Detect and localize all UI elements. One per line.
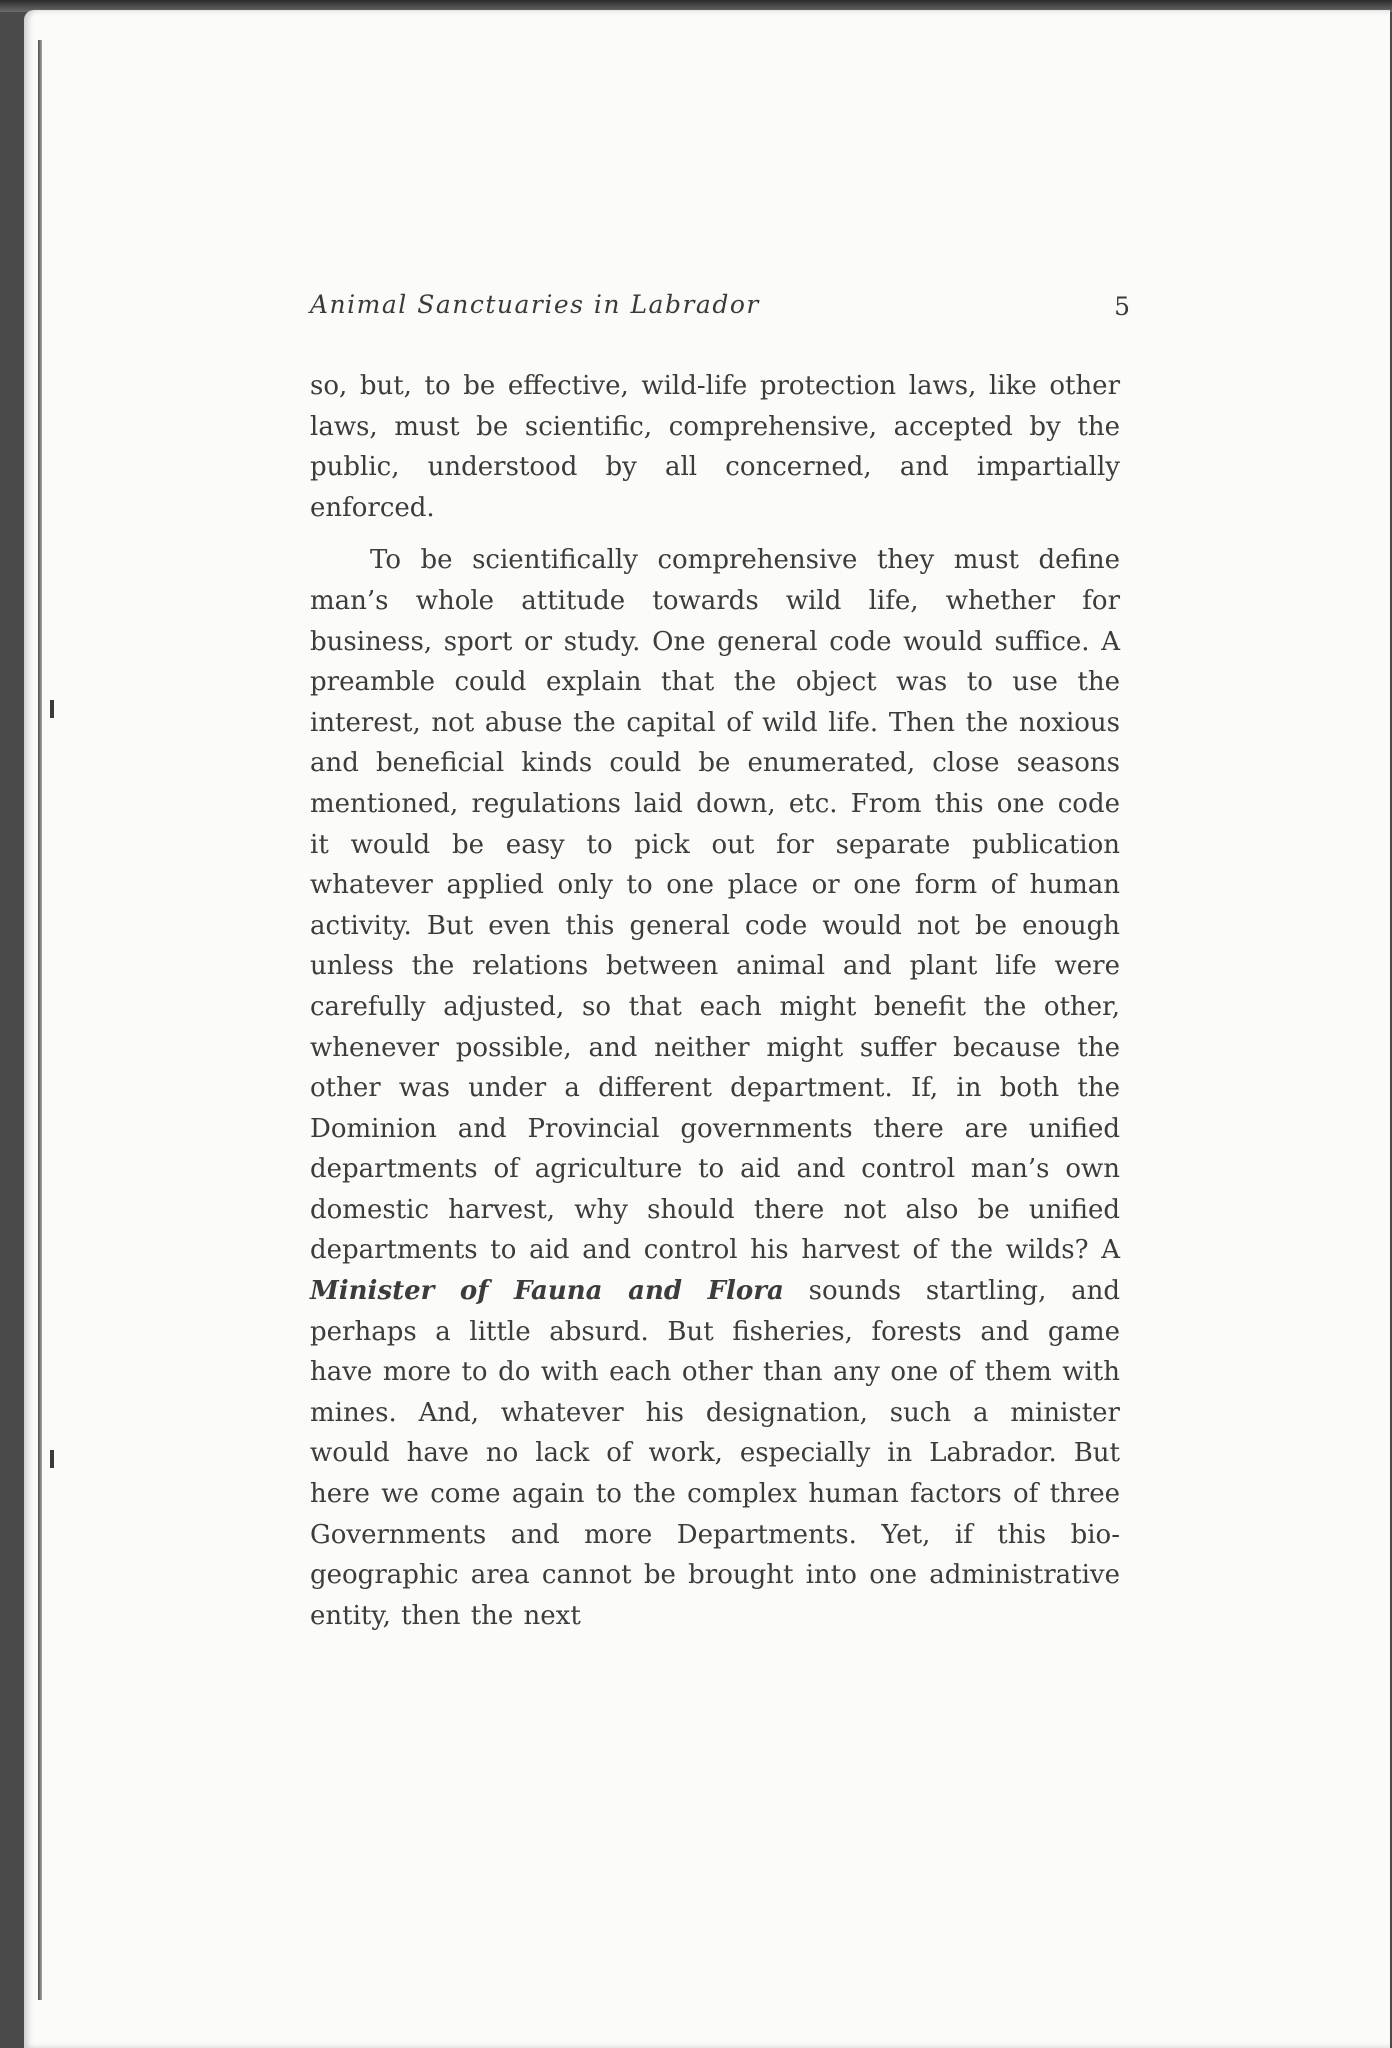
paragraph-2-text-end: sounds startling, and perhaps a little absurd. But fisheries, forests and game have more to do with each other than any one of them with mines. And, whatever his designation, such a minister would have no lack of work, especially in Labrador. But here we come again to the complex human factors of three Governments and more Departments. Yet, if this bio-geographic area cannot be brought into one administrative entity, then the next	[310, 1276, 1121, 1631]
paragraph-1: so, but, to be effective, wild-life protection laws, like other laws, must be scientific, comprehensive, accepted by the public, understood by all concerned, and impartially enforced.	[310, 371, 1120, 523]
body-text	[310, 366, 1120, 1636]
paragraph-2	[310, 540, 1120, 1636]
gutter-mark	[50, 1450, 54, 1468]
running-head-title: Animal Sanctuaries in Labrador	[310, 290, 760, 319]
minister-emphasis: Minister of Fauna and Flora	[310, 1276, 784, 1307]
page-number: 5	[1114, 292, 1130, 321]
paragraph-2-text-start: To be scientifically comprehensive they must define man’s whole attitude towards wild life, whether for business, sport or study. One general code would suffice. A preamble could explain that the object was to use the interest, not abuse the capital of wild life. Then the noxious and beneficial kinds could be enumerated, close seasons mentioned, regulations laid down, etc. From this one code it would be easy to pick out for separate publication whatever applied only to one place or one form of human activity. But even this general code would not be enough unless the relations between animal and plant life were carefully adjusted, so that each might benefit the other, whenever possible, and neither might suffer because the other was under a different department. If, in both the Dominion and Provincial governments there are unified departments of agriculture to aid and control man’s own domestic harvest, why should there not also be unified departments to aid and control his harvest of the wilds? A	[310, 545, 1120, 1266]
book-page	[24, 10, 1390, 2048]
page-gutter	[38, 40, 42, 2000]
running-head	[310, 290, 1130, 330]
gutter-mark	[50, 700, 54, 718]
